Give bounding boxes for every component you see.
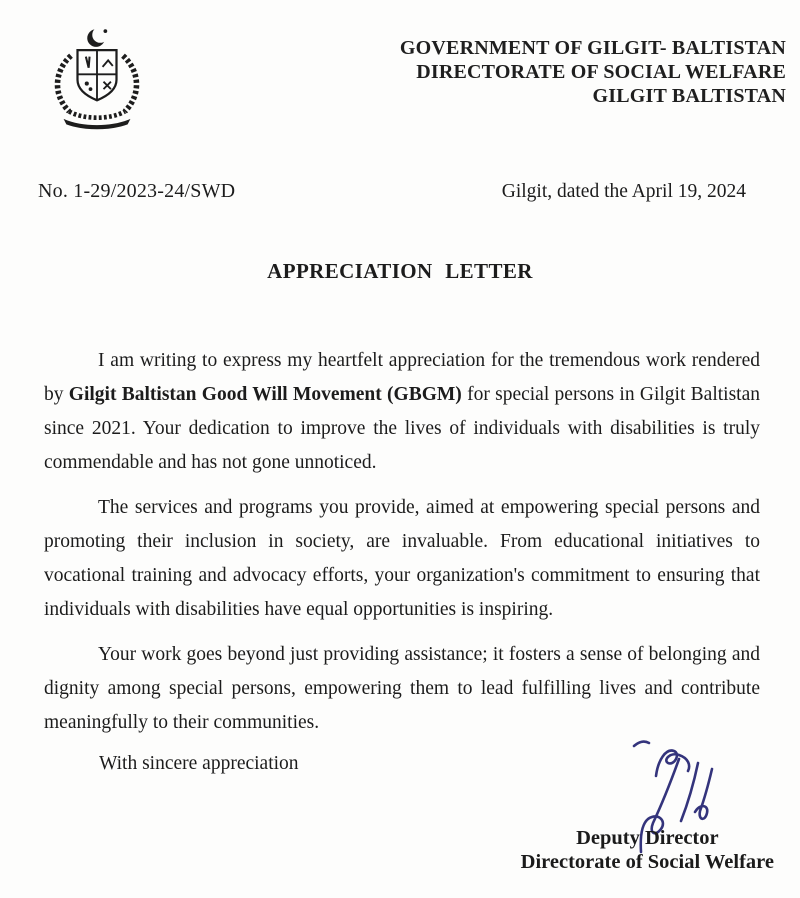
letter-title: APPRECIATION LETTER [267, 259, 533, 283]
paragraph-3: Your work goes beyond just providing assistance; it fosters a sense of belonging and dignity among special persons, empowering them to lead fulfilling lives and contribute meaningfully to their communities. [44, 644, 760, 733]
paragraph-1-pre: I am writing to express my heartfelt appreciation for the tremendous work rendered by [44, 350, 760, 405]
paragraph-2: The services and programs you provide, aimed at empowering special persons and promoting their inclusion in society, are invaluable. From educational initiatives to vocational training and advocacy efforts, your organization's commitment to ensuring that individuals with disabilities have equal opportunities is inspiring. [44, 497, 760, 620]
signatory-department: Directorate of Social Welfare [520, 851, 774, 873]
organization-name-bold: Gilgit Baltistan Good Will Movement (GBGM) [68, 384, 462, 405]
letter-body [44, 344, 760, 740]
reference-number: No. 1-29/2023-24/SWD [38, 180, 236, 202]
letter-date: Gilgit, dated the April 19, 2024 [501, 181, 746, 202]
org-line-directorate: DIRECTORATE OF SOCIAL WELFARE [416, 61, 786, 83]
letterhead [0, 0, 800, 130]
government-crest-emblem-icon [50, 26, 144, 130]
paragraph-1 [44, 344, 760, 480]
paragraph-1-post: for special persons in Gilgit Baltistan since 2021. Your dedication to improve the lives of individuals with disabilities is truly commendable and has not gone unnoticed. [44, 384, 761, 473]
org-header [400, 26, 786, 108]
signatory-title: Deputy Director [576, 827, 719, 849]
signatory-block [521, 826, 774, 874]
reference-row [38, 180, 746, 203]
closing-line: With sincere appreciation [99, 753, 299, 774]
org-line-region: GILGIT BALTISTAN [592, 85, 786, 107]
org-line-government: GOVERNMENT OF GILGIT- BALTISTAN [399, 37, 786, 59]
